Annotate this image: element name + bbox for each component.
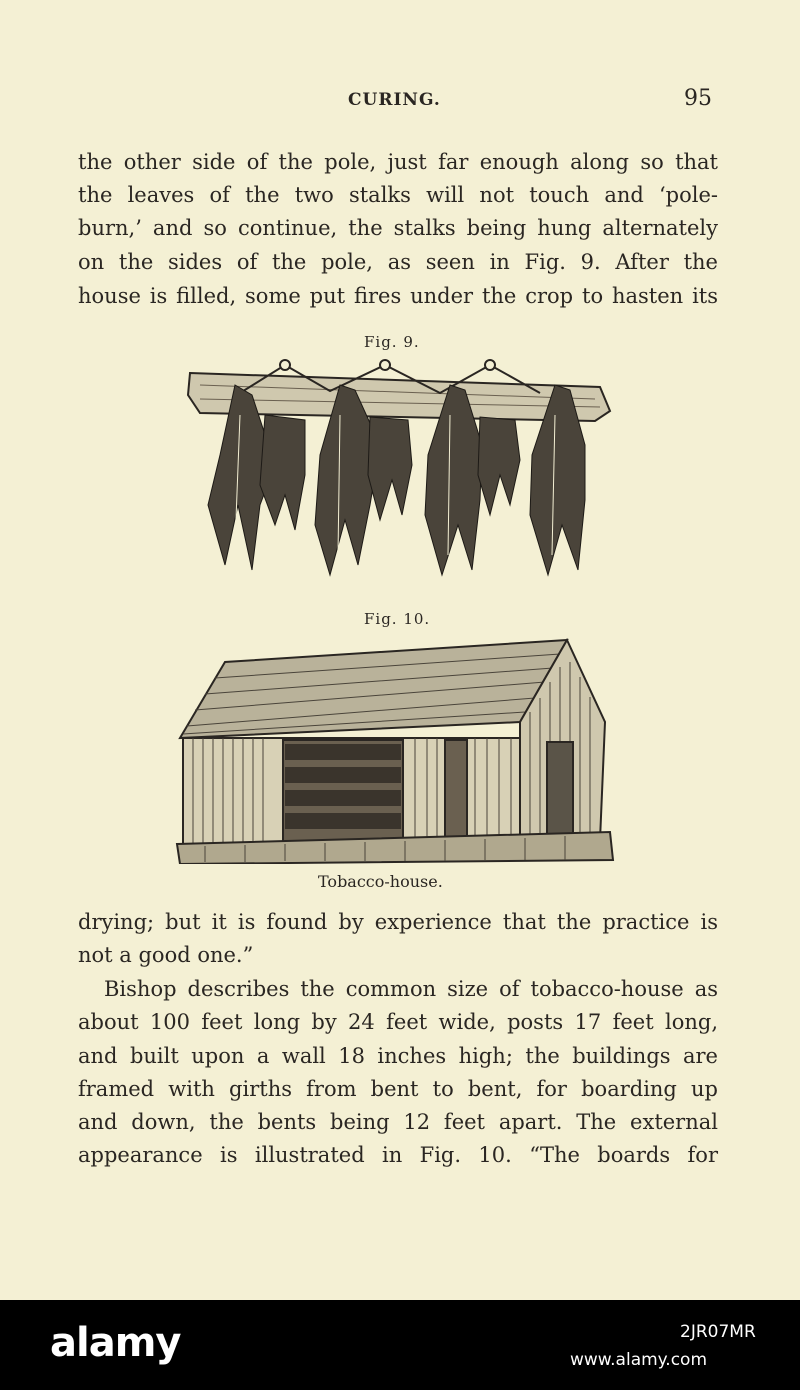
text-line: and built upon a wall 18 inches high; the buildings are [78, 1044, 718, 1068]
brand-logo: alamy [50, 1320, 181, 1366]
page-number: 95 [684, 86, 712, 111]
text-line: about 100 feet long by 24 feet wide, posts 17 feet long, [78, 1010, 718, 1034]
site-url: www.alamy.com [570, 1350, 708, 1370]
figure-10-tobacco-house [175, 632, 615, 864]
figure-10-label: Fig. 10. [364, 610, 431, 628]
image-id: 2JR07MR [680, 1322, 756, 1342]
figure-9-label: Fig. 9. [364, 333, 420, 351]
figure-9-tobacco-on-pole [180, 355, 620, 585]
text-line: not a good one.” [78, 943, 254, 967]
stock-watermark-bar [0, 1300, 800, 1390]
figure-10-caption: Tobacco-house. [318, 872, 443, 891]
running-head-title: CURING. [348, 90, 441, 110]
text-line: drying; but it is found by experience that the practice is [78, 910, 718, 934]
text-line: the leaves of the two stalks will not touch and ‘pole- [78, 183, 718, 207]
text-line: and down, the bents being 12 feet apart. The external [78, 1110, 718, 1134]
text-line: on the sides of the pole, as seen in Fig. 9. After the [78, 250, 718, 274]
text-line: burn,’ and so continue, the stalks being hung alternately [78, 216, 718, 240]
text-line: framed with girths from bent to bent, for boarding up [78, 1077, 718, 1101]
text-line: Bishop describes the common size of tobacco-house as [104, 977, 718, 1001]
text-line: the other side of the pole, just far enough along so that [78, 150, 718, 174]
text-line: house is filled, some put fires under the crop to hasten its [78, 284, 718, 308]
text-line: appearance is illustrated in Fig. 10. “The boards for [78, 1143, 718, 1167]
